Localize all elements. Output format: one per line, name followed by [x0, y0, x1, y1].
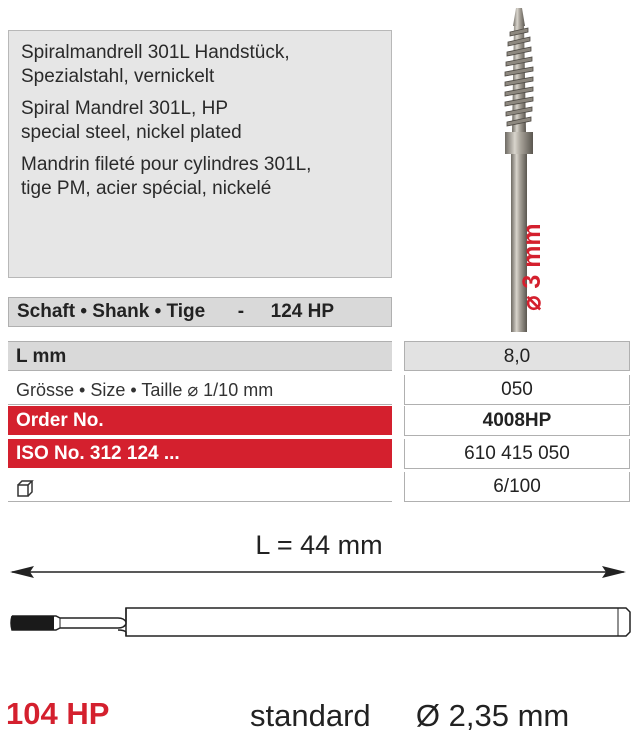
description-french-line-2: tige PM, acier spécial, nickelé — [21, 178, 272, 199]
package-value-cell — [404, 472, 630, 502]
footer-specs — [250, 698, 569, 734]
iso-number-label: ISO No. 312 124 ... — [16, 443, 180, 464]
length-dimension-label: L = 44 mm — [255, 530, 383, 560]
size-value-cell — [404, 375, 630, 405]
iso-number-value: 610 415 050 — [464, 443, 570, 464]
description-french-line-1: Mandrin fileté pour cylindres 301L, — [21, 154, 312, 175]
length-label-cell — [8, 341, 392, 371]
length-value: 8,0 — [503, 346, 531, 367]
product-code: 104 HP — [6, 696, 110, 731]
description-german-line-1: Spiralmandrell 301L Handstück, — [21, 42, 290, 63]
shank-code: 124 HP — [270, 301, 335, 322]
mandrel-outline — [11, 608, 631, 636]
order-number-label-cell — [8, 406, 392, 436]
description-box — [8, 30, 392, 278]
iso-number-label-cell — [8, 439, 392, 469]
size-value: 050 — [501, 379, 533, 400]
package-label-cell — [8, 472, 392, 502]
length-label: L mm — [16, 346, 67, 367]
shank-row: Schaft • Shank • Tige - 124 HP — [8, 297, 392, 327]
mandrel-drawing — [0, 560, 638, 650]
shank-label: Schaft • Shank • Tige — [17, 301, 206, 322]
size-label: Grösse • Size • Taille ⌀ 1/10 mm — [16, 380, 274, 400]
dimension-arrow — [10, 566, 626, 578]
description-english-line-2: special steel, nickel plated — [21, 122, 242, 143]
package-icon — [16, 478, 38, 498]
iso-number-value-cell — [404, 439, 630, 469]
order-number-label: Order No. — [16, 410, 104, 431]
package-value: 6/100 — [493, 476, 541, 497]
diameter-text: ⌀ 3 mm — [518, 223, 546, 311]
diameter-label — [512, 212, 552, 322]
length-value-cell — [404, 341, 630, 371]
description-german-line-2: Spezialstahl, vernickelt — [21, 66, 215, 87]
size-label-cell — [8, 375, 392, 405]
shank-diameter: Ø 2,35 mm — [415, 698, 570, 733]
shank-type: standard — [250, 698, 371, 733]
order-number-value-cell — [404, 406, 630, 436]
description-english-line-1: Spiral Mandrel 301L, HP — [21, 98, 228, 119]
order-number-value: 4008HP — [482, 410, 552, 431]
